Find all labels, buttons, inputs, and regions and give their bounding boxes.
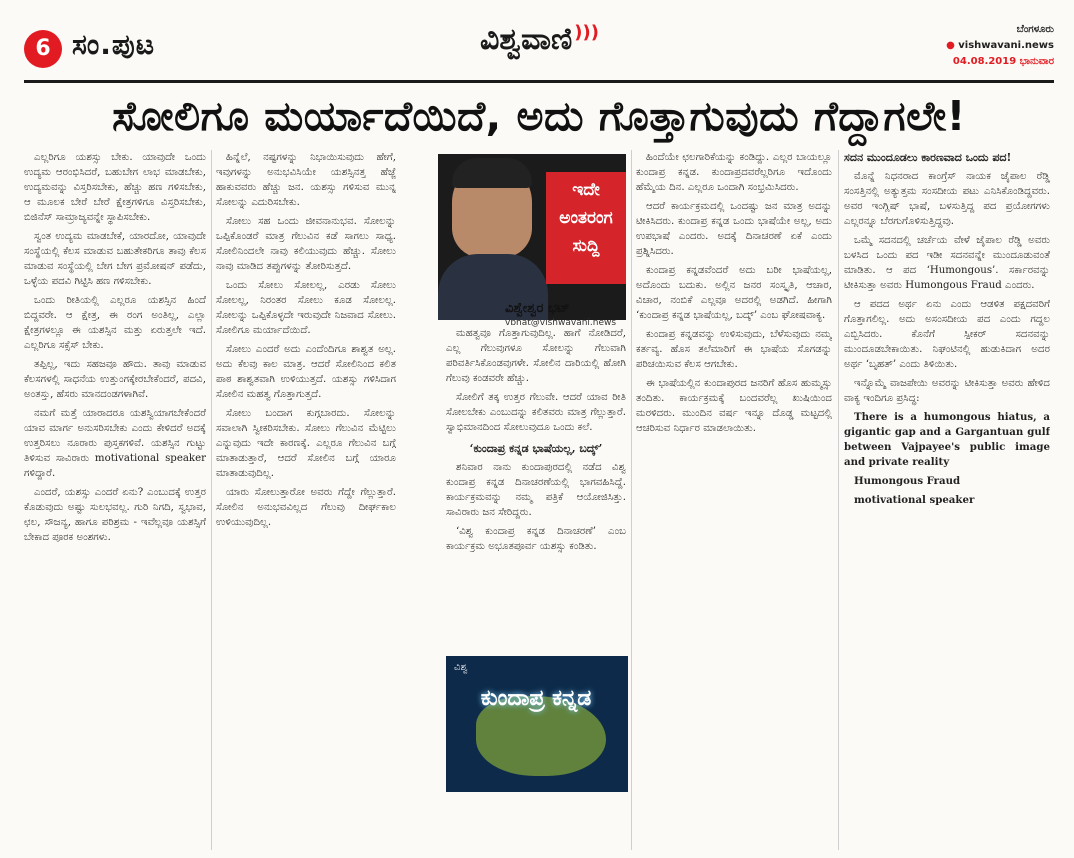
issue-date: 04.08.2019 ಭಾನುವಾರ [952, 56, 1054, 67]
column-title-line: ಸುದ್ದಿ [572, 236, 600, 256]
author-email: vbhat@vishwavani.news [505, 318, 617, 328]
paragraph: ಸೋಲು ಎಂದರೆ ಅದು ಎಂದೆಂದಿಗೂ ಶಾಶ್ವತ ಅಲ್ಲ. ಅದು ಕೆಲವು ಕಾಲ ಮಾತ್ರ. ಆದರೆ ಸೋಲಿನಿಂದ ಕಲಿತ ಪಾಠ ಶಾಶ್ವತವಾಗಿ ಉಳಿಯುತ್ತದೆ. ಯಶಸ್ಸು ಗಳಿಸಿದಾಗ ಸೋಲಿನ ಮಹತ್ವ ಗೊತ್ತಾಗುತ್ತದೆ. [216, 344, 396, 400]
portrait-hair [452, 158, 532, 188]
subheading: ‘ಕುಂದಾಪ್ರ ಕನ್ನಡ ಭಾಷೆಯಲ್ಲ, ಬದ್ಕ್’ [469, 442, 603, 455]
paragraph: ಒಂದು ಸೋಲು ಸೋಲಲ್ಲ, ಎರಡು ಸೋಲು ಸೋಲಲ್ಲ, ನಿರಂತರ ಸೋಲು ಕೂಡ ಸೋಲಲ್ಲ. ಸೋಲನ್ನು ಒಪ್ಪಿಕೊಳ್ಳದೇ ಇರುವುದೇ ನಿಜವಾದ ಸೋಲು. ಸೋಲಿಗೂ ಮರ್ಯಾದೆಯಿದೆ. [216, 280, 396, 336]
paragraph: ಶನಿವಾರ ನಾನು ಕುಂದಾಪುರದಲ್ಲಿ ನಡೆದ ವಿಶ್ವ ಕುಂದಾಪ್ರ ಕನ್ನಡ ದಿನಾಚರಣೆಯಲ್ಲಿ ಭಾಗವಹಿಸಿದ್ದೆ. ಕಾರ್ಯಕ್ರಮವನ್ನು ನಮ್ಮ ಪತ್ರಿಕೆ ಆಯೋಜಿಸಿತ್ತು. ಸಾವಿರಾರು ಜನ ಸೇರಿದ್ದರು. [446, 462, 626, 518]
promo-image [446, 656, 628, 792]
paragraph: ಆದರೆ ಕಾರ್ಯಕ್ರಮದಲ್ಲಿ ಒಂದಷ್ಟು ಜನ ಮಾತ್ರ ಅದನ್ನು ಟೀಕಿಸಿದರು. ಕುಂದಾಪ್ರ ಕನ್ನಡ ಒಂದು ಭಾಷೆಯೇ ಅಲ್ಲ, ಅದು ಉಪಭಾಷೆ ಎಂದರು. ಅದಕ್ಕೆ ದಿನಾಚರಣೆ ಏಕೆ ಎಂದು ಪ್ರಶ್ನಿಸಿದರು. [636, 201, 832, 257]
paragraph: ಮೊನ್ನೆ ನಿಧನರಾದ ಕಾಂಗ್ರೆಸ್ ನಾಯಕ ಜೈಪಾಲ ರೆಡ್ಡಿ ಸಂಸತ್ತಿನಲ್ಲಿ ಅತ್ಯುತ್ತಮ ಸಂಸದೀಯ ಪಟು ಎನಿಸಿಕೊಂಡಿದ್ದವರು. ಅವರ ಇಂಗ್ಲಿಷ್ ಭಾಷೆ, ಬಳಸುತ್ತಿದ್ದ ಪದ ಪ್ರಯೋಗಗಳು ಎಲ್ಲರನ್ನೂ ಬೆರಗುಗೊಳಿಸುತ್ತಿದ್ದವು. [844, 171, 1050, 227]
paragraph: ಎಲ್ಲರಿಗೂ ಯಶಸ್ಸು ಬೇಕು. ಯಾವುದೇ ಒಂದು ಉದ್ಯಮ ಆರಂಭಿಸಿದರೆ, ಬಹುಬೇಗ ಲಾಭ ಮಾಡಬೇಕು, ಉದ್ಯಮವನ್ನು ವಿಸ್ತರಿಸಬೇಕು, ಹೆಚ್ಚು ಹಣ ಗಳಿಸಬೇಕು, ಆ ಮೂಲಕ ಬೇರೆ ಬೇರೆ ಕ್ಷೇತ್ರಗಳಿಗೂ ವಿಸ್ತರಿಸಬೇಕು, ಬಿಜಿನೆಸ್ ಸಾಮ್ರಾಜ್ಯವನ್ನೇ ಸ್ಥಾಪಿಸಬೇಕು. [24, 152, 206, 223]
english-quote: There is a humongous hiatus, a gigantic gap and a Gargantuan gulf between Vajpayee's public image and private reality [844, 411, 1050, 468]
english-term: motivational speaker [854, 494, 975, 506]
paragraph: ಸೋಲು ಸಹ ಒಂದು ಜೀವನಾನುಭವ. ಸೋಲನ್ನು ಒಪ್ಪಿಕೊಂಡರೆ ಮಾತ್ರ ಗೆಲುವಿನ ಕಡೆ ಸಾಗಲು ಸಾಧ್ಯ. ಸೋಲಿನಿಂದಲೇ ನಾವು ಕಲಿಯುವುದು ಹೆಚ್ಚು. ಸೋಲು ನಾವು ಮಾಡಿದ ತಪ್ಪುಗಳನ್ನು ತೋರಿಸುತ್ತದೆ. [216, 216, 396, 272]
paragraph: ಒಂದು ರೀತಿಯಲ್ಲಿ ಎಲ್ಲರೂ ಯಶಸ್ಸಿನ ಹಿಂದೆ ಬಿದ್ದವರೇ. ಆ ಕ್ಷೇತ್ರ, ಈ ರಂಗ ಅಂತಿಲ್ಲ, ಎಲ್ಲಾ ಕ್ಷೇತ್ರಗಳಲ್ಲೂ ಈ ಯಶಸ್ಸಿನ ಮತ್ತು ಏರುತ್ತಲೇ ಇದೆ. ಎಲ್ಲರಿಗೂ ಸಕ್ಸೆಸ್ ಬೇಕು. [24, 295, 206, 351]
paragraph: ಮಹತ್ವವೂ ಗೊತ್ತಾಗುವುದಿಲ್ಲ. ಹಾಗೆ ನೋಡಿದರೆ, ಎಲ್ಲ ಗೆಲುವುಗಳೂ ಸೋಲನ್ನು ಗೆಲುವಾಗಿ ಪರಿವರ್ತಿಸಿಕೊಂಡವುಗಳೇ. ಸೋಲಿನ ದಾರಿಯಲ್ಲಿ ಹೋಗಿ ಗೆಲುವು ಕಂಡವರೇ ಹೆಚ್ಚು. [446, 328, 626, 384]
paragraph: ನಮಗೆ ಮತ್ತೆ ಯಾರಾದರೂ ಯಶಸ್ವಿಯಾಗಬೇಕೆಂದರೆ ಯಾವ ಮಾರ್ಗ ಅನುಸರಿಸಬೇಕು ಎಂದು ಕೇಳಿದರೆ ಅದಕ್ಕೆ ಉತ್ತರಿಸಲು ನೂರಾರು ಪುಸ್ತಕಗಳಿವೆ. ಯಶಸ್ಸಿನ ಗುಟ್ಟು ತಿಳಿಸುವ ಸಾವಿರಾರು motivational speaker ಗಳಿದ್ದಾರೆ. [24, 408, 206, 479]
column-4 [636, 150, 832, 850]
city: ಬೆಂಗಳೂರು [1016, 24, 1054, 35]
column-divider [631, 150, 632, 850]
column-title-line: ಇದೇ [572, 180, 600, 200]
website: ● vishwavani.news [946, 38, 1054, 54]
column-1 [24, 150, 206, 850]
headline: ಸೋಲಿಗೂ ಮರ್ಯಾದೆಯಿದೆ, ಅದು ಗೊತ್ತಾಗುವುದು ಗೆದ್ದಾಗಲೇ! [112, 92, 966, 140]
page-number: 6 [24, 30, 62, 68]
paragraph: ಎಂದರೆ, ಯಶಸ್ಸು ಎಂದರೆ ಏನು? ಎಂಬುದಕ್ಕೆ ಉತ್ತರ ಕೊಡುವುದು ಅಷ್ಟು ಸುಲಭವಲ್ಲ. ಗುರಿ ನಿಗದಿ, ಸ್ವಭಾವ, ಛಲ, ಸೌಜನ್ಯ, ಹಾಗೂ ಪರಿಶ್ರಮ - ಇವೆಲ್ಲವೂ ಯಶಸ್ಸಿಗೆ ಬೇಕಾದ ಪೂರಕ ಅಂಶಗಳು. [24, 487, 206, 543]
paragraph: ಒಮ್ಮೆ ಸದನದಲ್ಲಿ ಚರ್ಚೆಯ ವೇಳೆ ಜೈಪಾಲ ರೆಡ್ಡಿ ಅವರು ಬಳಸಿದ ಒಂದು ಪದ ಇಡೀ ಸದನವನ್ನೇ ಮುಂದೂಡುವಂತೆ ಮಾಡಿತು. ಆ ಪದ ‘Humongous’. ಸರ್ಕಾರವನ್ನು ಟೀಕಿಸುತ್ತಾ ಅವರು Humongous Fraud ಎಂದರು. [844, 235, 1050, 291]
column-title-line: ಅಂತರಂಗ [559, 208, 613, 228]
masthead-meta [946, 22, 1054, 70]
sidebar-heading: ಸದನ ಮುಂದೂಡಲು ಕಾರಣವಾದ ಒಂದು ಪದ! [844, 151, 1012, 164]
promo-title: ಕುಂದಾಪ್ರ ಕನ್ನಡ [480, 686, 592, 711]
paragraph: ಈ ಭಾಷೆಯಲ್ಲಿನ ಕುಂದಾಪುರದ ಜನರಿಗೆ ಹೊಸ ಹುಮ್ಮಸ್ಸು ತಂದಿತು. ಕಾರ್ಯಕ್ರಮಕ್ಕೆ ಬಂದವರೆಲ್ಲ ಖುಷಿಯಿಂದ ಮರಳಿದರು. ಮುಂದಿನ ವರ್ಷ ಇನ್ನೂ ದೊಡ್ಡ ಮಟ್ಟದಲ್ಲಿ ಆಚರಿಸುವ ನಿರ್ಧಾರ ಮಾಡಲಾಯಿತು. [636, 378, 832, 434]
paragraph: ಇನ್ನೊಮ್ಮೆ ವಾಜಪೇಯಿ ಅವರನ್ನು ಟೀಕಿಸುತ್ತಾ ಅವರು ಹೇಳಿದ ವಾಕ್ಯ ಇಂದಿಗೂ ಪ್ರಸಿದ್ಧ: [844, 378, 1050, 404]
masthead [0, 0, 1074, 76]
promo-label: ವಿಶ್ವ [454, 662, 468, 673]
column-divider [838, 150, 839, 850]
paragraph: ತಪ್ಪಿಲ್ಲ, ಇದು ಸಹಜವೂ ಹೌದು. ತಾವು ಮಾಡುವ ಕೆಲಸಗಳಲ್ಲಿ ಸಾಧನೆಯ ಉತ್ತುಂಗಕ್ಕೇರಬೇಕೆಂದರೆ, ಪದವಿ, ಅಂತಸ್ತು, ಹೆಸರು ಮಾನದಂಡಗಳಾಗಿವೆ. [24, 359, 206, 400]
paragraph: ಹಿನ್ನೆಲೆ, ನಷ್ಟಗಳನ್ನು ನಿಭಾಯಿಸುವುದು ಹೇಗೆ, ಇವುಗಳನ್ನು ಅನುಭವಿಸಿಯೇ ಯಶಸ್ಸಿನತ್ತ ಹೆಜ್ಜೆ ಹಾಕುವವರು ಹೆಚ್ಚು ಜನ. ಯಶಸ್ಸು ಗಳಿಸುವ ಮುನ್ನ ಸೋಲನ್ನು ಎದುರಿಸಬೇಕು. [216, 152, 396, 208]
section-title: ಸಂ.ಪುಟ [72, 28, 155, 61]
column-divider [211, 150, 212, 850]
column-title-box [546, 172, 626, 284]
column-2 [216, 150, 396, 850]
paragraph: ಸೋಲಿಗೆ ತಕ್ಕ ಉತ್ತರ ಗೆಲುವೇ. ಆದರೆ ಯಾವ ರೀತಿ ಸೋಲಬೇಕು ಎಂಬುದನ್ನು ಕಲಿತವರು ಮಾತ್ರ ಗೆಲ್ಲುತ್ತಾರೆ. ಸ್ವಾಭಿಮಾನದಿಂದ ಸೋಲುವುದೂ ಒಂದು ಕಲೆ. [446, 392, 626, 433]
masthead-rule [24, 80, 1054, 83]
paragraph: ಹಿಂದೆಯೇ ಛಲಗಾರಿಕೆಯನ್ನು ಕಂಡಿದ್ದು. ಎಲ್ಲರ ಬಾಯಲ್ಲೂ ಕುಂದಾಪ್ರ ಕನ್ನಡ. ಕುಂದಾಪ್ರದವರೆಲ್ಲರಿಗೂ ಇದೊಂದು ಹೆಮ್ಮೆಯ ದಿನ. ಎಲ್ಲರೂ ಒಂದಾಗಿ ಸಂಭ್ರಮಿಸಿದರು. [636, 152, 832, 193]
newspaper-logo [480, 22, 599, 57]
columnist-photo [438, 154, 626, 320]
paragraph: ಕುಂದಾಪ್ರ ಕನ್ನಡವೆಂದರೆ ಅದು ಬರೀ ಭಾಷೆಯಲ್ಲ, ಅದೊಂದು ಬದುಕು. ಅಲ್ಲಿನ ಜನರ ಸಂಸ್ಕೃತಿ, ಆಚಾರ, ವಿಚಾರ, ನಂಬಿಕೆ ಎಲ್ಲವೂ ಅದರಲ್ಲಿ ಅಡಗಿದೆ. ಹೀಗಾಗಿ ‘ಕುಂದಾಪ್ರ ಕನ್ನಡ ಭಾಷೆಯಲ್ಲ, ಬದ್ಕ್’ ಎಂಬ ಘೋಷವಾಕ್ಯ. [636, 265, 832, 321]
english-term: Humongous Fraud [854, 475, 961, 487]
logo-text: ವಿಶ್ವವಾಣಿ [480, 22, 573, 57]
paragraph: ಕುಂದಾಪ್ರ ಕನ್ನಡವನ್ನು ಉಳಿಸುವುದು, ಬೆಳೆಸುವುದು ನಮ್ಮ ಕರ್ತವ್ಯ. ಹೊಸ ತಲೆಮಾರಿಗೆ ಈ ಭಾಷೆಯ ಸೊಗಡನ್ನು ಪರಿಚಯಿಸುವ ಕೆಲಸ ಆಗಬೇಕು. [636, 329, 832, 370]
paragraph: ಯಾರು ಸೋಲುತ್ತಾರೋ ಅವರು ಗೆದ್ದೇ ಗೆಲ್ಲುತ್ತಾರೆ. ಸೋಲಿನ ಅನುಭವವಿಲ್ಲದ ಗೆಲುವು ದೀರ್ಘಕಾಲ ಉಳಿಯುವುದಿಲ್ಲ. [216, 487, 396, 528]
author-name: ವಿಶ್ವೇಶ್ವರ ಭಟ್ [505, 301, 570, 316]
paragraph: ಸೋಲು ಬಂದಾಗ ಕುಗ್ಗಬಾರದು. ಸೋಲನ್ನು ಸವಾಲಾಗಿ ಸ್ವೀಕರಿಸಬೇಕು. ಸೋಲು ಗೆಲುವಿನ ಮೆಟ್ಟಿಲು ಎನ್ನುವುದು ಇದೇ ಕಾರಣಕ್ಕೆ. ಎಲ್ಲರೂ ಗೆಲುವಿನ ಬಗ್ಗೆ ಮಾತಾಡುತ್ತಾರೆ, ಆದರೆ ಸೋಲಿನ ಬಗ್ಗೆ ಯಾರೂ ಮಾತಾಡುವುದಿಲ್ಲ. [216, 408, 396, 479]
signal-icon: ))) [574, 22, 599, 43]
paragraph: ಆ ಪದದ ಅರ್ಥ ಏನು ಎಂದು ಆಡಳಿತ ಪಕ್ಷದವರಿಗೆ ಗೊತ್ತಾಗಲಿಲ್ಲ. ಅದು ಅಸಂಸದೀಯ ಪದ ಎಂದು ಗದ್ದಲ ಎಬ್ಬಿಸಿದರು. ಕೊನೆಗೆ ಸ್ಪೀಕರ್ ಸದನವನ್ನು ಮುಂದೂಡಬೇಕಾಯಿತು. ನಿಘಂಟಿನಲ್ಲಿ ಹುಡುಕಿದಾಗ ಅದರ ಅರ್ಥ ‘ಬೃಹತ್’ ಎಂದು ತಿಳಿಯಿತು. [844, 299, 1050, 370]
column-5 [844, 150, 1050, 850]
paragraph: ‘ವಿಶ್ವ ಕುಂದಾಪ್ರ ಕನ್ನಡ ದಿನಾಚರಣೆ’ ಎಂಬ ಕಾರ್ಯಕ್ರಮ ಅಭೂತಪೂರ್ವ ಯಶಸ್ಸು ಕಂಡಿತು. [446, 526, 626, 552]
paragraph: ಸ್ವಂತ ಉದ್ಯಮ ಮಾಡಬೇಕೆ, ಯಾರದೋ, ಯಾವುದೇ ಸಂಸ್ಥೆಯಲ್ಲಿ ಕೆಲಸ ಮಾಡುವ ಬಹುತೇಕರಿಗೂ ತಾವು ಕೆಲಸ ಮಾಡುವ ಸಂಸ್ಥೆಯಲ್ಲಿ ಬೇಗ ಬೇಗ ಪ್ರಮೋಷನ್ ಪಡೆದು, ಒಳ್ಳೆಯ ಪದವಿ ಗಿಟ್ಟಿಸಿ ಹಣ ಗಳಿಸಬೇಕು. [24, 231, 206, 287]
